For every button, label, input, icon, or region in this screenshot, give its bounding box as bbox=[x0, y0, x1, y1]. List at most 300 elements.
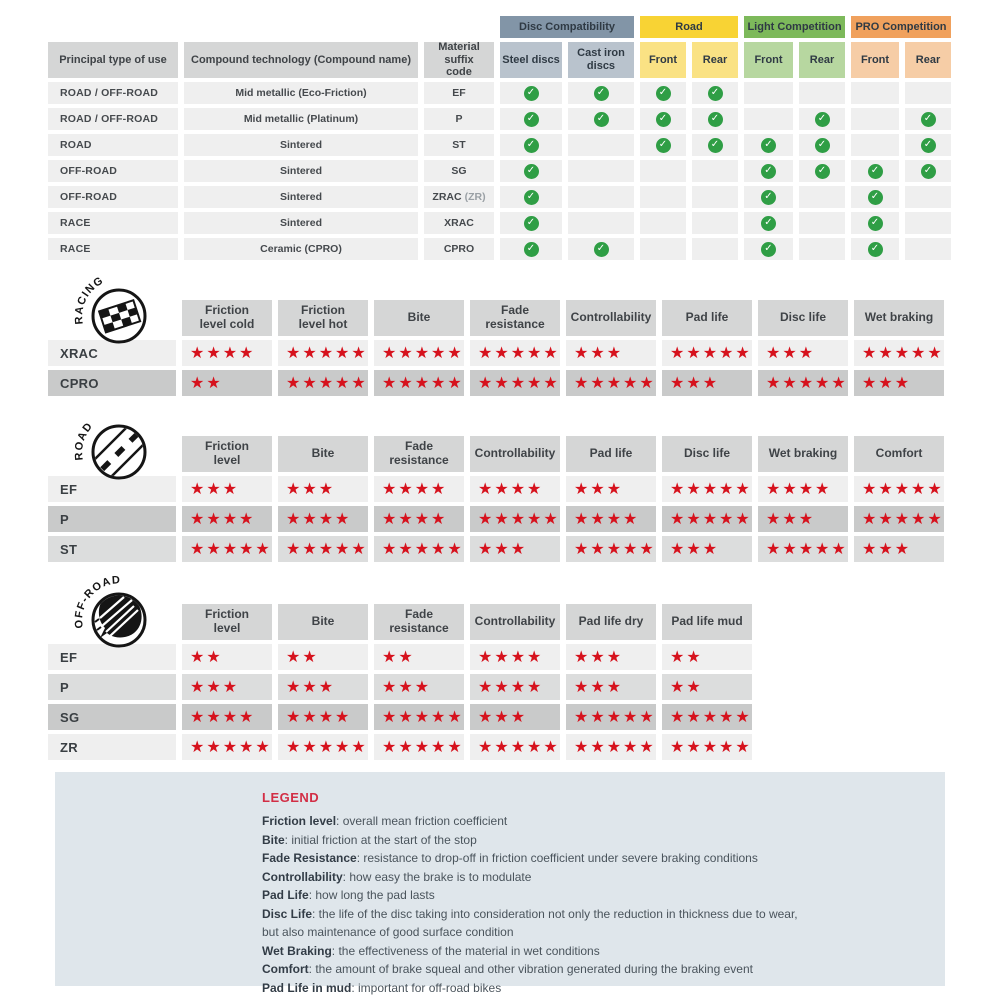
check-icon: ✓ bbox=[868, 164, 883, 179]
subcolumn-header: Rear bbox=[799, 42, 845, 78]
rating-cell bbox=[662, 644, 752, 670]
check-icon: ✓ bbox=[761, 164, 776, 179]
rating-cell bbox=[374, 370, 464, 396]
rating-cell bbox=[662, 506, 752, 532]
star-icons: ★★★ bbox=[190, 479, 240, 498]
rating-column-header: Friction level bbox=[182, 436, 272, 472]
legend-term: Bite bbox=[262, 832, 285, 847]
check-cell bbox=[500, 82, 562, 104]
use-cell: ROAD / OFF-ROAD bbox=[48, 108, 178, 130]
use-cell: ROAD / OFF-ROAD bbox=[48, 82, 178, 104]
legend-text: : resistance to drop-off in friction coefficient under severe braking conditions bbox=[356, 851, 758, 865]
column-header: Principal type of use bbox=[48, 42, 178, 78]
rating-column-header: Controllability bbox=[566, 300, 656, 336]
legend-term: Friction level bbox=[262, 814, 337, 828]
check-cell bbox=[568, 82, 634, 104]
road-section bbox=[48, 419, 944, 562]
code-cell: XRAC bbox=[424, 212, 494, 234]
star-icons: ★★ bbox=[190, 647, 223, 666]
compound-row-label: CPRO bbox=[48, 370, 176, 396]
check-cell bbox=[692, 108, 738, 130]
legend-item bbox=[262, 812, 925, 831]
rating-cell bbox=[662, 476, 752, 502]
check-cell bbox=[640, 160, 686, 182]
check-cell bbox=[905, 238, 951, 260]
rating-cell bbox=[182, 674, 272, 700]
compound-cell: Sintered bbox=[184, 134, 418, 156]
check-cell bbox=[568, 160, 634, 182]
rating-cell bbox=[374, 536, 464, 562]
star-icons: ★★★★★ bbox=[574, 737, 656, 756]
column-header: Compound technology (Compound name) bbox=[184, 42, 418, 78]
rating-cell bbox=[182, 340, 272, 366]
rating-cell bbox=[470, 644, 560, 670]
check-icon: ✓ bbox=[868, 242, 883, 257]
star-icons: ★★★★★ bbox=[478, 343, 560, 362]
check-cell bbox=[744, 82, 793, 104]
rating-cell bbox=[278, 734, 368, 760]
rating-cell bbox=[758, 536, 848, 562]
compound-row-label: SG bbox=[48, 704, 176, 730]
legend-text: : initial friction at the start of the stop bbox=[284, 832, 477, 847]
check-icon: ✓ bbox=[708, 138, 723, 153]
check-cell bbox=[640, 238, 686, 260]
star-icons: ★★★★★ bbox=[670, 737, 752, 756]
subcolumn-header: Cast iron discs bbox=[568, 42, 634, 78]
rating-cell bbox=[662, 674, 752, 700]
star-icons: ★★★ bbox=[574, 677, 624, 696]
check-cell bbox=[905, 212, 951, 234]
rating-cell bbox=[662, 704, 752, 730]
rating-cell bbox=[470, 674, 560, 700]
star-icons: ★★★★ bbox=[382, 479, 448, 498]
check-cell bbox=[640, 186, 686, 208]
check-cell bbox=[799, 186, 845, 208]
star-icons: ★★★ bbox=[766, 343, 816, 362]
check-cell bbox=[851, 186, 899, 208]
star-icons: ★★★★★ bbox=[382, 343, 464, 362]
star-icons: ★★★★★ bbox=[670, 343, 752, 362]
rating-cell bbox=[470, 476, 560, 502]
rating-cell bbox=[374, 734, 464, 760]
compound-row-label: EF bbox=[48, 476, 176, 502]
use-cell: RACE bbox=[48, 212, 178, 234]
legend-item bbox=[262, 905, 925, 924]
legend-item bbox=[262, 886, 925, 905]
check-cell bbox=[905, 82, 951, 104]
legend-term: Pad Life in mud bbox=[262, 980, 352, 995]
star-icons: ★★★★★ bbox=[862, 343, 944, 362]
check-cell bbox=[851, 82, 899, 104]
star-icons: ★★★★★ bbox=[574, 539, 656, 558]
rating-column-header: Pad life dry bbox=[566, 604, 656, 640]
check-cell bbox=[500, 134, 562, 156]
column-header: Material suffix code bbox=[424, 42, 494, 78]
check-cell bbox=[744, 212, 793, 234]
star-icons: ★★★★★ bbox=[286, 539, 368, 558]
rating-column-header: Comfort bbox=[854, 436, 944, 472]
check-cell bbox=[851, 238, 899, 260]
check-cell bbox=[692, 186, 738, 208]
compound-cell: Ceramic (CPRO) bbox=[184, 238, 418, 260]
compound-row-label: P bbox=[48, 674, 176, 700]
rating-cell bbox=[854, 536, 944, 562]
star-icons: ★★★★ bbox=[286, 707, 352, 726]
star-icons: ★★★★★ bbox=[382, 707, 464, 726]
check-cell bbox=[500, 160, 562, 182]
racing-ratings-table bbox=[48, 300, 944, 396]
legend-lines bbox=[262, 812, 925, 997]
rating-cell bbox=[182, 506, 272, 532]
check-icon: ✓ bbox=[708, 112, 723, 127]
rating-cell bbox=[854, 370, 944, 396]
road-icon bbox=[64, 396, 156, 488]
rating-cell bbox=[854, 340, 944, 366]
rating-cell bbox=[566, 734, 656, 760]
rating-cell bbox=[374, 704, 464, 730]
star-icons: ★★★★★ bbox=[382, 373, 464, 392]
star-icons: ★★★★★ bbox=[670, 509, 752, 528]
check-cell bbox=[500, 186, 562, 208]
check-cell bbox=[905, 160, 951, 182]
rating-cell bbox=[566, 704, 656, 730]
legend-text: : the amount of brake squeal and other vibration generated during the braking event bbox=[308, 962, 753, 976]
check-cell bbox=[799, 82, 845, 104]
rating-cell bbox=[854, 506, 944, 532]
rating-cell bbox=[374, 340, 464, 366]
star-icons: ★★★ bbox=[574, 479, 624, 498]
check-cell bbox=[640, 82, 686, 104]
mud-splat-icon bbox=[64, 564, 156, 656]
check-icon: ✓ bbox=[524, 190, 539, 205]
star-icons: ★★★★ bbox=[190, 509, 256, 528]
offroad-section bbox=[48, 574, 752, 760]
rating-cell bbox=[662, 340, 752, 366]
rating-cell bbox=[470, 734, 560, 760]
check-cell bbox=[692, 134, 738, 156]
check-cell bbox=[500, 212, 562, 234]
rating-cell bbox=[182, 704, 272, 730]
rating-cell bbox=[470, 370, 560, 396]
check-icon: ✓ bbox=[656, 112, 671, 127]
compound-cell: Sintered bbox=[184, 212, 418, 234]
rating-cell bbox=[182, 734, 272, 760]
rating-cell bbox=[758, 506, 848, 532]
rating-column-header: Bite bbox=[278, 604, 368, 640]
star-icons: ★★★ bbox=[286, 677, 336, 696]
rating-cell bbox=[182, 370, 272, 396]
group-header-spacer bbox=[48, 16, 494, 38]
rating-column-header: Fade resistance bbox=[374, 436, 464, 472]
star-icons: ★★★ bbox=[670, 373, 720, 392]
rating-cell bbox=[278, 674, 368, 700]
svg-text:OFF-ROAD: OFF-ROAD bbox=[72, 574, 122, 629]
legend-text: : the life of the disc taking into consideration not only the reduction in thickness due to wear, bbox=[312, 906, 798, 921]
check-cell bbox=[692, 82, 738, 104]
rating-cell bbox=[374, 674, 464, 700]
compatibility-table bbox=[48, 16, 951, 260]
star-icons: ★★★★ bbox=[478, 677, 544, 696]
check-icon: ✓ bbox=[524, 164, 539, 179]
check-cell bbox=[799, 212, 845, 234]
check-cell bbox=[744, 134, 793, 156]
svg-text:ROAD: ROAD bbox=[72, 419, 96, 461]
check-cell bbox=[799, 134, 845, 156]
check-cell bbox=[851, 134, 899, 156]
use-cell: OFF-ROAD bbox=[48, 186, 178, 208]
rating-cell bbox=[662, 370, 752, 396]
star-icons: ★★★★★ bbox=[286, 343, 368, 362]
check-icon: ✓ bbox=[524, 242, 539, 257]
rating-cell bbox=[278, 704, 368, 730]
check-icon: ✓ bbox=[656, 138, 671, 153]
legend-term: Pad Life bbox=[262, 888, 309, 902]
use-cell: ROAD bbox=[48, 134, 178, 156]
compound-row-label: XRAC bbox=[48, 340, 176, 366]
star-icons: ★★★★★ bbox=[670, 479, 752, 498]
compound-cell: Mid metallic (Eco-Friction) bbox=[184, 82, 418, 104]
rating-cell bbox=[566, 536, 656, 562]
racing-flag-icon bbox=[64, 260, 156, 352]
check-cell bbox=[640, 212, 686, 234]
check-cell bbox=[500, 238, 562, 260]
star-icons: ★★ bbox=[190, 373, 223, 392]
check-cell bbox=[799, 160, 845, 182]
check-icon: ✓ bbox=[761, 242, 776, 257]
legend-item bbox=[262, 831, 925, 850]
rating-cell bbox=[374, 644, 464, 670]
check-icon: ✓ bbox=[761, 216, 776, 231]
rating-column-header: Fade resistance bbox=[470, 300, 560, 336]
rating-cell bbox=[278, 370, 368, 396]
star-icons: ★★ bbox=[382, 647, 415, 666]
rating-column-header: Wet braking bbox=[758, 436, 848, 472]
check-cell bbox=[905, 134, 951, 156]
rating-cell bbox=[470, 506, 560, 532]
star-icons: ★★★★★ bbox=[478, 373, 560, 392]
subcolumn-header: Rear bbox=[692, 42, 738, 78]
star-icons: ★★ bbox=[286, 647, 319, 666]
check-icon: ✓ bbox=[815, 112, 830, 127]
compound-row-label: P bbox=[48, 506, 176, 532]
check-cell bbox=[568, 134, 634, 156]
check-cell bbox=[799, 108, 845, 130]
rating-cell bbox=[470, 704, 560, 730]
star-icons: ★★★ bbox=[382, 677, 432, 696]
legend-text: : how easy the brake is to modulate bbox=[342, 869, 532, 884]
star-icons: ★★★ bbox=[862, 373, 912, 392]
star-icons: ★★★ bbox=[766, 509, 816, 528]
compound-cell: Sintered bbox=[184, 160, 418, 182]
rating-cell bbox=[758, 476, 848, 502]
rating-cell bbox=[758, 340, 848, 366]
subcolumn-header: Steel discs bbox=[500, 42, 562, 78]
legend-term: Fade Resistance bbox=[262, 851, 357, 865]
code-cell: CPRO bbox=[424, 238, 494, 260]
rating-cell bbox=[566, 644, 656, 670]
rating-column-header: Bite bbox=[278, 436, 368, 472]
star-icons: ★★ bbox=[670, 647, 703, 666]
rating-cell bbox=[374, 506, 464, 532]
legend-text: : overall mean friction coefficient bbox=[336, 814, 508, 828]
rating-column-header: Pad life mud bbox=[662, 604, 752, 640]
star-icons: ★★★★★ bbox=[574, 707, 656, 726]
check-icon: ✓ bbox=[815, 164, 830, 179]
legend-term: Controllability bbox=[262, 869, 343, 884]
star-icons: ★★★★ bbox=[478, 479, 544, 498]
check-cell bbox=[905, 108, 951, 130]
star-icons: ★★★★★ bbox=[382, 737, 464, 756]
rating-cell bbox=[278, 644, 368, 670]
star-icons: ★★★★★ bbox=[862, 479, 944, 498]
star-icons: ★★★★ bbox=[478, 647, 544, 666]
check-icon: ✓ bbox=[761, 190, 776, 205]
rating-cell bbox=[470, 536, 560, 562]
check-icon: ✓ bbox=[524, 138, 539, 153]
code-cell: ZRAC (ZR) bbox=[424, 186, 494, 208]
rating-column-header: Fade resistance bbox=[374, 604, 464, 640]
check-cell bbox=[568, 108, 634, 130]
legend-text: but also maintenance of good surface condition bbox=[262, 925, 514, 939]
check-icon: ✓ bbox=[524, 86, 539, 101]
check-cell bbox=[568, 238, 634, 260]
star-icons: ★★★ bbox=[574, 647, 624, 666]
rating-cell bbox=[566, 370, 656, 396]
check-cell bbox=[905, 186, 951, 208]
star-icons: ★★★★★ bbox=[766, 373, 848, 392]
code-cell: ST bbox=[424, 134, 494, 156]
rating-column-header: Friction level hot bbox=[278, 300, 368, 336]
check-icon: ✓ bbox=[921, 112, 936, 127]
compound-row-label: ST bbox=[48, 536, 176, 562]
subcolumn-header: Front bbox=[744, 42, 793, 78]
legend-item bbox=[262, 942, 925, 961]
rating-cell bbox=[278, 340, 368, 366]
star-icons: ★★★ bbox=[478, 539, 528, 558]
compound-cell: Mid metallic (Platinum) bbox=[184, 108, 418, 130]
star-icons: ★★★★ bbox=[382, 509, 448, 528]
check-cell bbox=[568, 212, 634, 234]
star-icons: ★★★★★ bbox=[478, 509, 560, 528]
check-cell bbox=[640, 108, 686, 130]
rating-cell bbox=[278, 506, 368, 532]
star-icons: ★★★★★ bbox=[478, 737, 560, 756]
star-icons: ★★★ bbox=[190, 677, 240, 696]
rating-cell bbox=[566, 476, 656, 502]
check-cell bbox=[568, 186, 634, 208]
compound-cell: Sintered bbox=[184, 186, 418, 208]
legend-text: : how long the pad lasts bbox=[308, 888, 435, 902]
legend-item bbox=[262, 923, 925, 942]
code-cell: EF bbox=[424, 82, 494, 104]
legend-item bbox=[262, 979, 925, 998]
rating-cell bbox=[758, 370, 848, 396]
check-cell bbox=[692, 160, 738, 182]
rating-column-header: Controllability bbox=[470, 604, 560, 640]
check-cell bbox=[692, 238, 738, 260]
rating-cell bbox=[470, 340, 560, 366]
legend-text: : the effectiveness of the material in wet conditions bbox=[331, 943, 600, 958]
check-icon: ✓ bbox=[656, 86, 671, 101]
check-cell bbox=[744, 108, 793, 130]
rating-cell bbox=[182, 476, 272, 502]
check-icon: ✓ bbox=[921, 164, 936, 179]
check-icon: ✓ bbox=[708, 86, 723, 101]
star-icons: ★★★★★ bbox=[190, 539, 272, 558]
star-icons: ★★★★★ bbox=[286, 373, 368, 392]
check-cell bbox=[851, 212, 899, 234]
check-icon: ✓ bbox=[594, 86, 609, 101]
legend-term: Comfort bbox=[262, 962, 309, 976]
rating-column-header: Controllability bbox=[470, 436, 560, 472]
rating-column-header: Wet braking bbox=[854, 300, 944, 336]
check-icon: ✓ bbox=[524, 112, 539, 127]
star-icons: ★★★ bbox=[478, 707, 528, 726]
check-cell bbox=[744, 160, 793, 182]
rating-cell bbox=[662, 734, 752, 760]
rating-cell bbox=[278, 536, 368, 562]
check-cell bbox=[744, 238, 793, 260]
star-icons: ★★★ bbox=[670, 539, 720, 558]
rating-column-header: Friction level cold bbox=[182, 300, 272, 336]
code-cell: SG bbox=[424, 160, 494, 182]
rating-cell bbox=[854, 476, 944, 502]
legend-panel bbox=[55, 772, 945, 995]
rating-cell bbox=[566, 674, 656, 700]
legend-text: : important for off-road bikes bbox=[351, 980, 502, 995]
star-icons: ★★★★ bbox=[766, 479, 832, 498]
check-cell bbox=[640, 134, 686, 156]
use-cell: OFF-ROAD bbox=[48, 160, 178, 182]
star-icons: ★★★★★ bbox=[574, 373, 656, 392]
check-icon: ✓ bbox=[524, 216, 539, 231]
use-cell: RACE bbox=[48, 238, 178, 260]
check-cell bbox=[692, 212, 738, 234]
star-icons: ★★★ bbox=[286, 479, 336, 498]
check-icon: ✓ bbox=[921, 138, 936, 153]
rating-cell bbox=[182, 644, 272, 670]
rating-cell bbox=[566, 506, 656, 532]
legend-term: Wet Braking bbox=[262, 943, 332, 958]
star-icons: ★★★★★ bbox=[766, 539, 848, 558]
svg-text:RACING: RACING bbox=[72, 274, 106, 325]
legend-term: Disc Life bbox=[262, 906, 313, 921]
check-icon: ✓ bbox=[594, 242, 609, 257]
rating-column-header: Pad life bbox=[662, 300, 752, 336]
rating-column-header: Disc life bbox=[662, 436, 752, 472]
compound-row-label: ZR bbox=[48, 734, 176, 760]
star-icons: ★★★★★ bbox=[286, 737, 368, 756]
group-header: PRO Competition bbox=[851, 16, 951, 38]
check-icon: ✓ bbox=[815, 138, 830, 153]
check-cell bbox=[851, 108, 899, 130]
group-header: Road bbox=[640, 16, 738, 38]
star-icons: ★★★ bbox=[862, 539, 912, 558]
subcolumn-header: Front bbox=[640, 42, 686, 78]
star-icons: ★★★★★ bbox=[862, 509, 944, 528]
check-icon: ✓ bbox=[868, 190, 883, 205]
star-icons: ★★★★ bbox=[190, 343, 256, 362]
check-icon: ✓ bbox=[594, 112, 609, 127]
group-header: Disc Compatibility bbox=[500, 16, 634, 38]
check-icon: ✓ bbox=[761, 138, 776, 153]
rating-cell bbox=[182, 536, 272, 562]
group-header: Light Competition bbox=[744, 16, 845, 38]
check-cell bbox=[799, 238, 845, 260]
star-icons: ★★★★ bbox=[574, 509, 640, 528]
star-icons: ★★★★ bbox=[190, 707, 256, 726]
legend-item bbox=[262, 960, 925, 979]
